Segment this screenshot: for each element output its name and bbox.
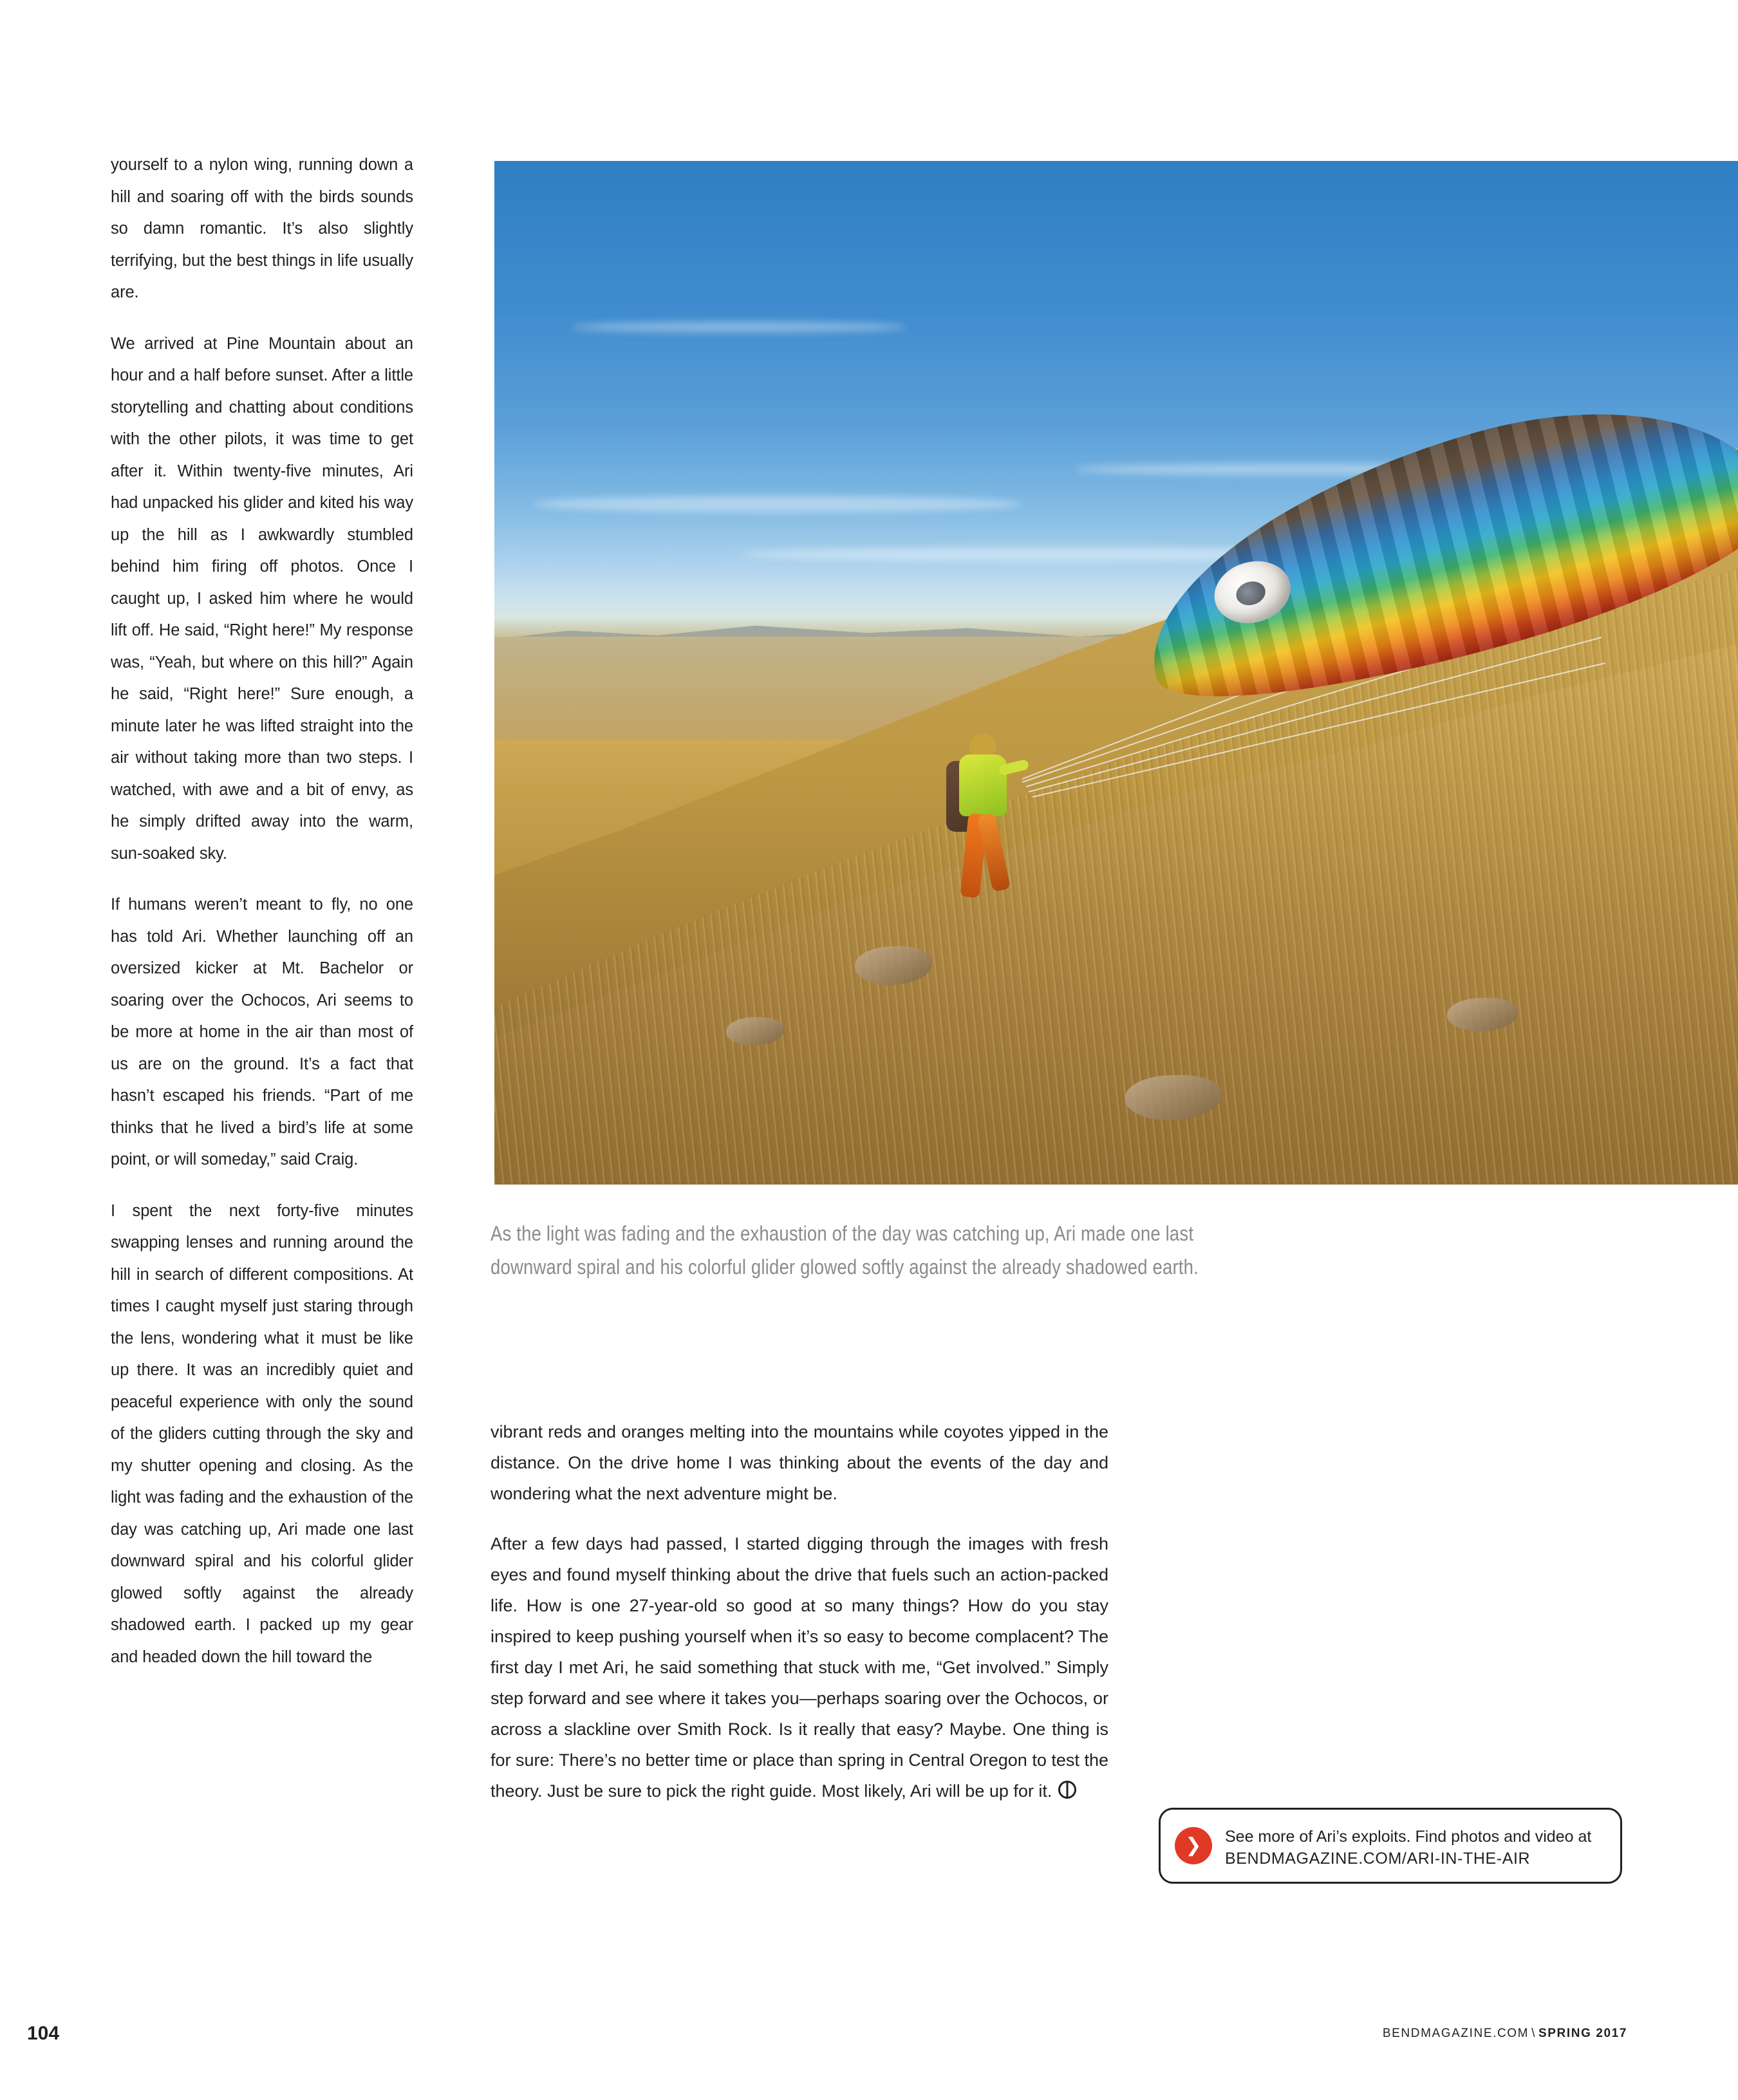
pilot-figure <box>945 734 1029 921</box>
paragraph: If humans weren’t meant to fly, no one has told Ari. Whether launching off an oversized kicker at Mt. Bachelor or soaring over the Ochocos, Ari seems to be more at home in the air than most of us are on the ground. It’s a fact that hasn’t escaped his friends. “Part of me thinks that he lived a bird’s life at some point, or will someday,” said Craig. <box>111 895 413 1168</box>
photo-caption: As the light was fading and the exhaustion of the day was catching up, Ari made one last downward spiral and his colorful glider glowed softly against the already shadowed earth. <box>491 1222 1199 1279</box>
promo-description: See more of Ari’s exploits. Find photos and video at <box>1225 1827 1592 1846</box>
body-text-column <box>491 1416 1108 1826</box>
paragraph: yourself to a nylon wing, running down a hill and soaring off with the birds sounds so damn romantic. It’s also slightly terrifying, but the best things in life usually are. <box>111 156 413 301</box>
paragraph-with-endmark <box>491 1528 1108 1806</box>
photo-canvas <box>494 161 1738 1185</box>
promo-url[interactable]: BENDMAGAZINE.COM/ARI-IN-THE-AIR <box>1225 1849 1531 1868</box>
paragraph-text: After a few days had passed, I started digging through the images with fresh eyes and found myself thinking about the drive that fuels such an action-packed life. How is one 27-year-old so good at so many things? How do you stay inspired to keep pushing yourself when it’s so easy to become complacent? The first day I met Ari, he said something that stuck with me, “Get involved.” Simply step forward and see where it takes you—perhaps soaring over the Ochocos, or across a slackline over Smith Rock. Is it really that easy? Maybe. One thing is for sure: There’s no better time or place than spring in Central Oregon to test the theory. Just be sure to pick the right guide. Most likely, Ari will be up for it. <box>491 1534 1108 1801</box>
footer-credit <box>1383 2027 1627 2041</box>
footer-separator: \ <box>1531 2027 1536 2040</box>
left-text-column <box>111 149 413 1692</box>
promo-text-block <box>1225 1824 1591 1868</box>
promo-box[interactable] <box>1159 1808 1622 1884</box>
paragraph: vibrant reds and oranges melting into the mountains while coyotes yipped in the distance. On the drive home I was thinking about the events of the day and wondering what the next adventure might be. <box>491 1422 1108 1503</box>
paragraph: I spent the next forty-five minutes swapping lenses and running around the hill in search of different compositions. At times I caught myself just staring through the lens, wondering what it must be like up there. It was an incredibly quiet and peaceful experience with only the sound of the gliders cutting through the sky and my shutter opening and closing. As the light was fading and the exhaustion of the day was catching up, Ari made one last downward spiral and his colorful glider glowed softly against the already shadowed earth. I packed up my gear and headed down the hill toward the <box>111 1201 413 1666</box>
page-number: 104 <box>27 2023 60 2044</box>
chevron-right-icon[interactable]: ❯ <box>1175 1827 1212 1864</box>
glider-lines <box>494 161 1738 1185</box>
end-of-article-mark <box>1058 1781 1076 1799</box>
paragraph: We arrived at Pine Mountain about an hour and a half before sunset. After a little storytelling and chatting about conditions with the other pilots, it was time to get after it. Within twenty-five minutes, Ari had unpacked his glider and kited his way up the hill as I awkwardly stumbled behind him firing off photos. Once I caught up, I asked him where he would lift off. He said, “Right here!” My response was, “Yeah, but where on this hill?” Again he said, “Right here!” Sure enough, a minute later he was lifted straight into the air without taking more than two steps. I watched, with awe and a bit of envy, as he simply drifted away into the warm, sun-soaked sky. <box>111 334 413 863</box>
footer-site: BENDMAGAZINE.COM <box>1382 2027 1529 2040</box>
pilot-jacket <box>959 755 1007 816</box>
paragliding-photo <box>494 161 1738 1185</box>
footer-issue: SPRING 2017 <box>1538 2027 1627 2040</box>
